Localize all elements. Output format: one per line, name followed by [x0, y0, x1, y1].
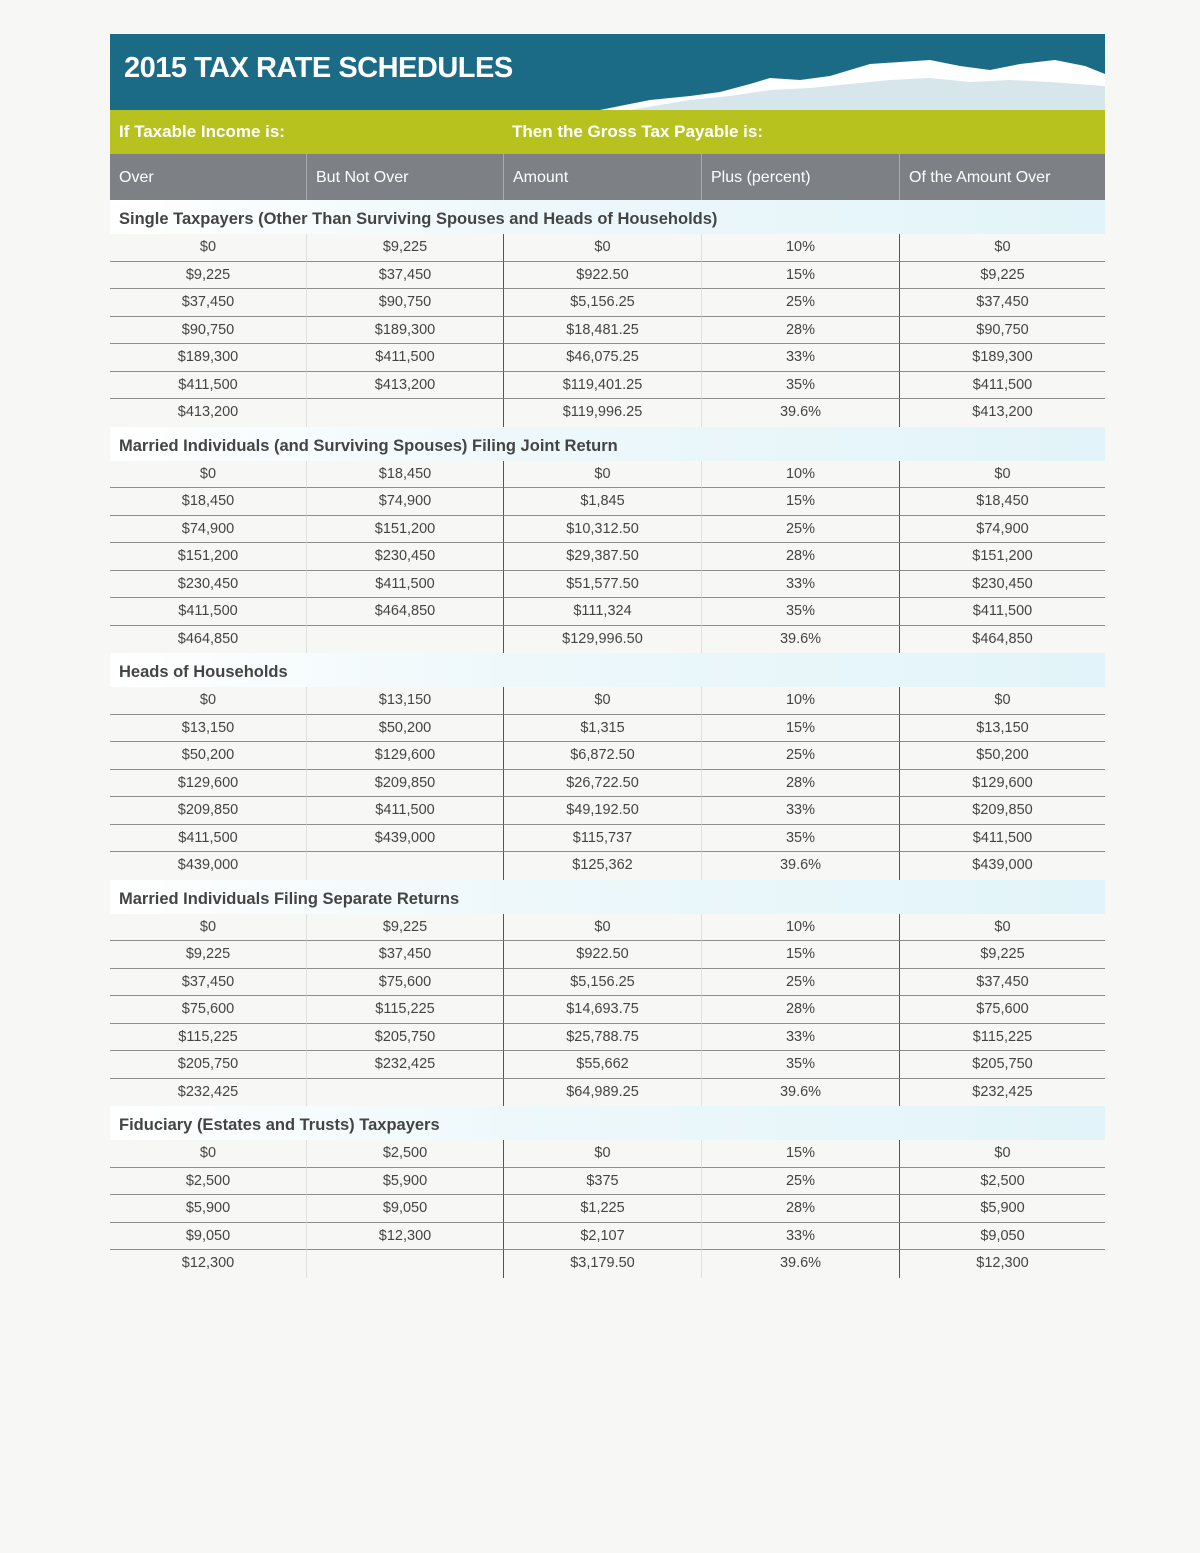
over-cell: $205,750: [110, 1051, 307, 1079]
amount-over-cell: $209,850: [900, 797, 1105, 825]
amount-cell: $51,577.50: [504, 571, 702, 599]
but-not-over-cell: [307, 399, 504, 427]
percent-cell: 25%: [702, 289, 900, 317]
amount-cell: $64,989.25: [504, 1079, 702, 1107]
amount-cell: $10,312.50: [504, 516, 702, 544]
over-cell: $13,150: [110, 715, 307, 743]
percent-cell: 35%: [702, 1051, 900, 1079]
amount-over-cell: $37,450: [900, 289, 1105, 317]
but-not-over-cell: $189,300: [307, 317, 504, 345]
section-title: Fiduciary (Estates and Trusts) Taxpayers: [110, 1106, 1105, 1140]
over-cell: $0: [110, 461, 307, 489]
column-header-amount: Amount: [504, 154, 702, 200]
amount-over-cell: $151,200: [900, 543, 1105, 571]
over-cell: $464,850: [110, 626, 307, 654]
taxable-income-label: If Taxable Income is:: [119, 122, 285, 141]
amount-cell: $25,788.75: [504, 1024, 702, 1052]
over-cell: $18,450: [110, 488, 307, 516]
but-not-over-cell: $2,500: [307, 1140, 504, 1168]
rate-table: [110, 687, 1105, 880]
percent-cell: 28%: [702, 996, 900, 1024]
amount-over-cell: $9,225: [900, 941, 1105, 969]
percent-cell: 10%: [702, 914, 900, 942]
percent-cell: 39.6%: [702, 852, 900, 880]
but-not-over-cell: $413,200: [307, 372, 504, 400]
column-header-amount-over: Of the Amount Over: [909, 169, 1051, 186]
but-not-over-cell: $411,500: [307, 344, 504, 372]
schedule-section-heads-of-households: [110, 653, 1105, 880]
over-cell: $9,050: [110, 1223, 307, 1251]
amount-cell: $29,387.50: [504, 543, 702, 571]
but-not-over-cell: $75,600: [307, 969, 504, 997]
amount-over-cell: $0: [900, 1140, 1105, 1168]
percent-cell: 33%: [702, 1024, 900, 1052]
amount-over-cell: $50,200: [900, 742, 1105, 770]
amount-cell: $1,225: [504, 1195, 702, 1223]
but-not-over-cell: $50,200: [307, 715, 504, 743]
amount-cell: $111,324: [504, 598, 702, 626]
amount-over-cell: $75,600: [900, 996, 1105, 1024]
amount-cell: $922.50: [504, 262, 702, 290]
over-cell: $37,450: [110, 969, 307, 997]
over-cell: $2,500: [110, 1168, 307, 1196]
amount-cell: $119,996.25: [504, 399, 702, 427]
percent-cell: 39.6%: [702, 1250, 900, 1278]
percent-cell: 35%: [702, 598, 900, 626]
but-not-over-cell: $5,900: [307, 1168, 504, 1196]
but-not-over-cell: [307, 1250, 504, 1278]
percent-cell: 28%: [702, 1195, 900, 1223]
amount-over-cell: $413,200: [972, 404, 1033, 420]
amount-cell: $0: [504, 1140, 702, 1168]
amount-cell: $55,662: [504, 1051, 702, 1079]
percent-cell: 15%: [702, 1140, 900, 1168]
but-not-over-cell: $464,850: [307, 598, 504, 626]
amount-over-cell: $205,750: [900, 1051, 1105, 1079]
rate-table: [110, 234, 1105, 427]
amount-over-cell: $0: [900, 914, 1105, 942]
income-header-band: [110, 110, 1105, 154]
over-cell: $37,450: [110, 289, 307, 317]
amount-over-cell: $0: [900, 687, 1105, 715]
rate-table: [110, 461, 1105, 654]
amount-cell: $1,845: [504, 488, 702, 516]
amount-cell: $0: [504, 234, 702, 262]
percent-cell: 28%: [702, 543, 900, 571]
over-cell: $151,200: [110, 543, 307, 571]
over-cell: $9,225: [110, 941, 307, 969]
but-not-over-cell: $13,150: [307, 687, 504, 715]
page-title: 2015 TAX RATE SCHEDULES: [124, 52, 513, 84]
percent-cell: 25%: [702, 742, 900, 770]
amount-over-cell: $18,450: [900, 488, 1105, 516]
amount-over-cell: $230,450: [900, 571, 1105, 599]
column-header-over: Over: [110, 154, 307, 200]
amount-cell: $18,481.25: [504, 317, 702, 345]
amount-over-cell: $5,900: [900, 1195, 1105, 1223]
over-cell: $413,200: [110, 399, 307, 427]
amount-over-cell: $464,850: [972, 630, 1033, 647]
amount-over-cell: $2,500: [900, 1168, 1105, 1196]
percent-cell: 33%: [702, 1223, 900, 1251]
amount-over-cell: $411,500: [900, 598, 1105, 626]
over-cell: $411,500: [110, 825, 307, 853]
but-not-over-cell: $411,500: [307, 797, 504, 825]
percent-cell: 35%: [702, 825, 900, 853]
amount-cell: $6,872.50: [504, 742, 702, 770]
percent-cell: 15%: [702, 715, 900, 743]
amount-cell: $119,401.25: [504, 372, 702, 400]
amount-cell: $1,315: [504, 715, 702, 743]
amount-over-cell: $0: [900, 234, 1105, 262]
over-cell: $0: [110, 234, 307, 262]
section-title: Married Individuals Filing Separate Returns: [110, 880, 1105, 914]
percent-cell: 39.6%: [702, 1079, 900, 1107]
over-cell: $411,500: [110, 598, 307, 626]
over-cell: $209,850: [110, 797, 307, 825]
percent-cell: 33%: [702, 797, 900, 825]
amount-over-cell: $37,450: [900, 969, 1105, 997]
title-banner: [110, 34, 1105, 110]
percent-cell: 28%: [702, 770, 900, 798]
amount-cell: $3,179.50: [504, 1250, 702, 1278]
but-not-over-cell: $90,750: [307, 289, 504, 317]
column-header-row: [110, 154, 1105, 200]
percent-cell: 25%: [702, 1168, 900, 1196]
tax-rate-document: [110, 34, 1105, 1278]
amount-cell: $46,075.25: [504, 344, 702, 372]
amount-cell: $14,693.75: [504, 996, 702, 1024]
percent-cell: 15%: [702, 941, 900, 969]
amount-over-cell: $439,000: [972, 857, 1033, 873]
but-not-over-cell: $115,225: [307, 996, 504, 1024]
amount-cell: $0: [504, 461, 702, 489]
over-cell: $115,225: [110, 1024, 307, 1052]
but-not-over-cell: $411,500: [307, 571, 504, 599]
amount-over-cell: $0: [900, 461, 1105, 489]
amount-cell: $5,156.25: [504, 289, 702, 317]
over-cell: $0: [110, 687, 307, 715]
amount-cell: $26,722.50: [504, 770, 702, 798]
schedule-section-married-individuals-filing-separate-returns: [110, 880, 1105, 1107]
but-not-over-cell: $74,900: [307, 488, 504, 516]
but-not-over-cell: [307, 1079, 504, 1107]
over-cell: $74,900: [110, 516, 307, 544]
but-not-over-cell: $439,000: [307, 825, 504, 853]
amount-over-cell: $115,225: [900, 1024, 1105, 1052]
percent-cell: 15%: [702, 262, 900, 290]
but-not-over-cell: $209,850: [307, 770, 504, 798]
rate-table: [110, 1140, 1105, 1278]
percent-cell: 28%: [702, 317, 900, 345]
but-not-over-cell: $9,225: [307, 234, 504, 262]
over-cell: $411,500: [110, 372, 307, 400]
over-cell: $230,450: [110, 571, 307, 599]
but-not-over-cell: $230,450: [307, 543, 504, 571]
amount-cell: $115,737: [504, 825, 702, 853]
over-cell: $75,600: [110, 996, 307, 1024]
over-cell: $189,300: [110, 344, 307, 372]
percent-cell: 39.6%: [702, 399, 900, 427]
rate-table: [110, 914, 1105, 1107]
over-cell: $0: [110, 914, 307, 942]
percent-cell: 35%: [702, 372, 900, 400]
but-not-over-cell: [307, 852, 504, 880]
amount-over-cell: $9,050: [900, 1223, 1105, 1251]
amount-over-cell: $232,425: [972, 1083, 1033, 1100]
but-not-over-cell: $129,600: [307, 742, 504, 770]
gross-tax-label: Then the Gross Tax Payable is:: [512, 122, 763, 141]
but-not-over-cell: $37,450: [307, 262, 504, 290]
amount-cell: $129,996.50: [504, 626, 702, 654]
amount-over-cell: $411,500: [900, 372, 1105, 400]
percent-cell: 10%: [702, 234, 900, 262]
schedule-section-single-taxpayers-other-than-surviving-spouses-and-heads-of-households: [110, 200, 1105, 427]
section-title: Single Taxpayers (Other Than Surviving Spouses and Heads of Households): [110, 200, 1105, 234]
over-cell: $50,200: [110, 742, 307, 770]
schedule-section-married-individuals-and-surviving-spouses-filing-joint-return: [110, 427, 1105, 654]
column-header-but-not-over: But Not Over: [307, 154, 504, 200]
section-title: Married Individuals (and Surviving Spouses) Filing Joint Return: [110, 427, 1105, 461]
amount-cell: $0: [504, 687, 702, 715]
amount-cell: $0: [504, 914, 702, 942]
over-cell: $12,300: [110, 1250, 307, 1278]
percent-cell: 33%: [702, 344, 900, 372]
percent-cell: 25%: [702, 516, 900, 544]
percent-cell: 33%: [702, 571, 900, 599]
but-not-over-cell: $18,450: [307, 461, 504, 489]
over-cell: $9,225: [110, 262, 307, 290]
but-not-over-cell: $205,750: [307, 1024, 504, 1052]
percent-cell: 10%: [702, 687, 900, 715]
but-not-over-cell: $151,200: [307, 516, 504, 544]
over-cell: $439,000: [110, 852, 307, 880]
but-not-over-cell: $37,450: [307, 941, 504, 969]
amount-over-cell: $189,300: [900, 344, 1105, 372]
schedule-section-fiduciary-estates-and-trusts-taxpayers: [110, 1106, 1105, 1278]
amount-over-cell: $129,600: [900, 770, 1105, 798]
section-title: Heads of Households: [110, 653, 1105, 687]
but-not-over-cell: $9,050: [307, 1195, 504, 1223]
amount-cell: $375: [504, 1168, 702, 1196]
over-cell: $5,900: [110, 1195, 307, 1223]
amount-over-cell: $74,900: [900, 516, 1105, 544]
percent-cell: 39.6%: [702, 626, 900, 654]
amount-over-cell: $13,150: [900, 715, 1105, 743]
amount-cell: $2,107: [504, 1223, 702, 1251]
column-header-plus-percent: Plus (percent): [702, 154, 900, 200]
amount-over-cell: $90,750: [900, 317, 1105, 345]
amount-cell: $5,156.25: [504, 969, 702, 997]
over-cell: $0: [110, 1140, 307, 1168]
amount-cell: $125,362: [504, 852, 702, 880]
but-not-over-cell: $232,425: [307, 1051, 504, 1079]
over-cell: $129,600: [110, 770, 307, 798]
amount-over-cell: $411,500: [900, 825, 1105, 853]
percent-cell: 10%: [702, 461, 900, 489]
percent-cell: 15%: [702, 488, 900, 516]
amount-over-cell: $9,225: [900, 262, 1105, 290]
amount-cell: $49,192.50: [504, 797, 702, 825]
amount-cell: $922.50: [504, 941, 702, 969]
but-not-over-cell: $12,300: [307, 1223, 504, 1251]
over-cell: $232,425: [110, 1079, 307, 1107]
but-not-over-cell: [307, 626, 504, 654]
amount-over-cell: $12,300: [976, 1255, 1029, 1271]
percent-cell: 25%: [702, 969, 900, 997]
but-not-over-cell: $9,225: [307, 914, 504, 942]
schedule-sections: [110, 200, 1105, 1278]
over-cell: $90,750: [110, 317, 307, 345]
